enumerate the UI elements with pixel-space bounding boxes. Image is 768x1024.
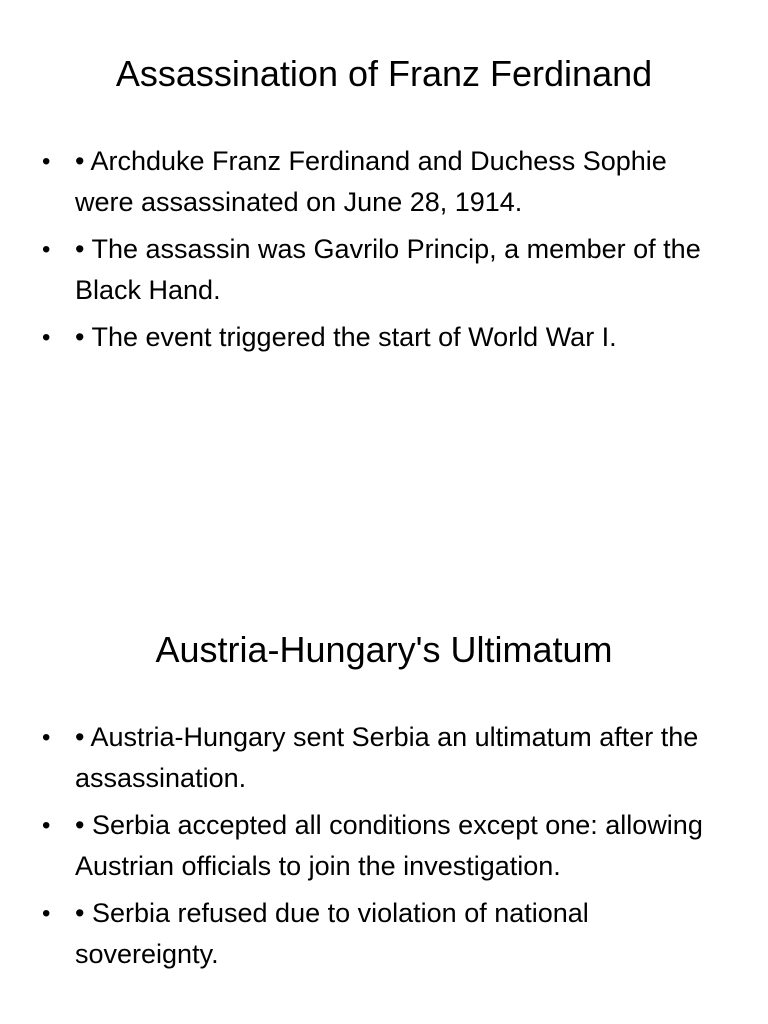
list-item (42, 893, 732, 975)
bullet-text: • The assassin was Gavrilo Princip, a member of the Black Hand. (75, 234, 701, 305)
slide-title: Austria-Hungary's Ultimatum (155, 629, 613, 670)
bullet-marker: • (42, 324, 51, 351)
list-item (42, 141, 732, 223)
bullet-text: • Serbia refused due to violation of national sovereignty. (75, 898, 589, 969)
bullet-marker: • (42, 236, 51, 263)
bullet-list (42, 717, 732, 981)
bullet-marker: • (42, 148, 51, 175)
list-item (42, 805, 732, 887)
bullet-marker: • (42, 724, 51, 751)
bullet-marker: • (42, 900, 51, 927)
bullet-marker: • (42, 812, 51, 839)
list-item (42, 717, 732, 799)
slide-title: Assassination of Franz Ferdinand (115, 53, 653, 94)
list-item (42, 317, 732, 358)
list-item (42, 229, 732, 311)
bullet-text: • The event triggered the start of World War I. (75, 322, 617, 352)
bullet-text: • Serbia accepted all conditions except one: allowing Austrian officials to join the investigation. (75, 810, 703, 881)
bullet-text: • Austria-Hungary sent Serbia an ultimatum after the assassination. (75, 722, 699, 793)
bullet-list (42, 141, 732, 364)
slide-ultimatum (0, 576, 768, 1024)
bullet-text: • Archduke Franz Ferdinand and Duchess Sophie were assassinated on June 28, 1914. (75, 146, 667, 217)
